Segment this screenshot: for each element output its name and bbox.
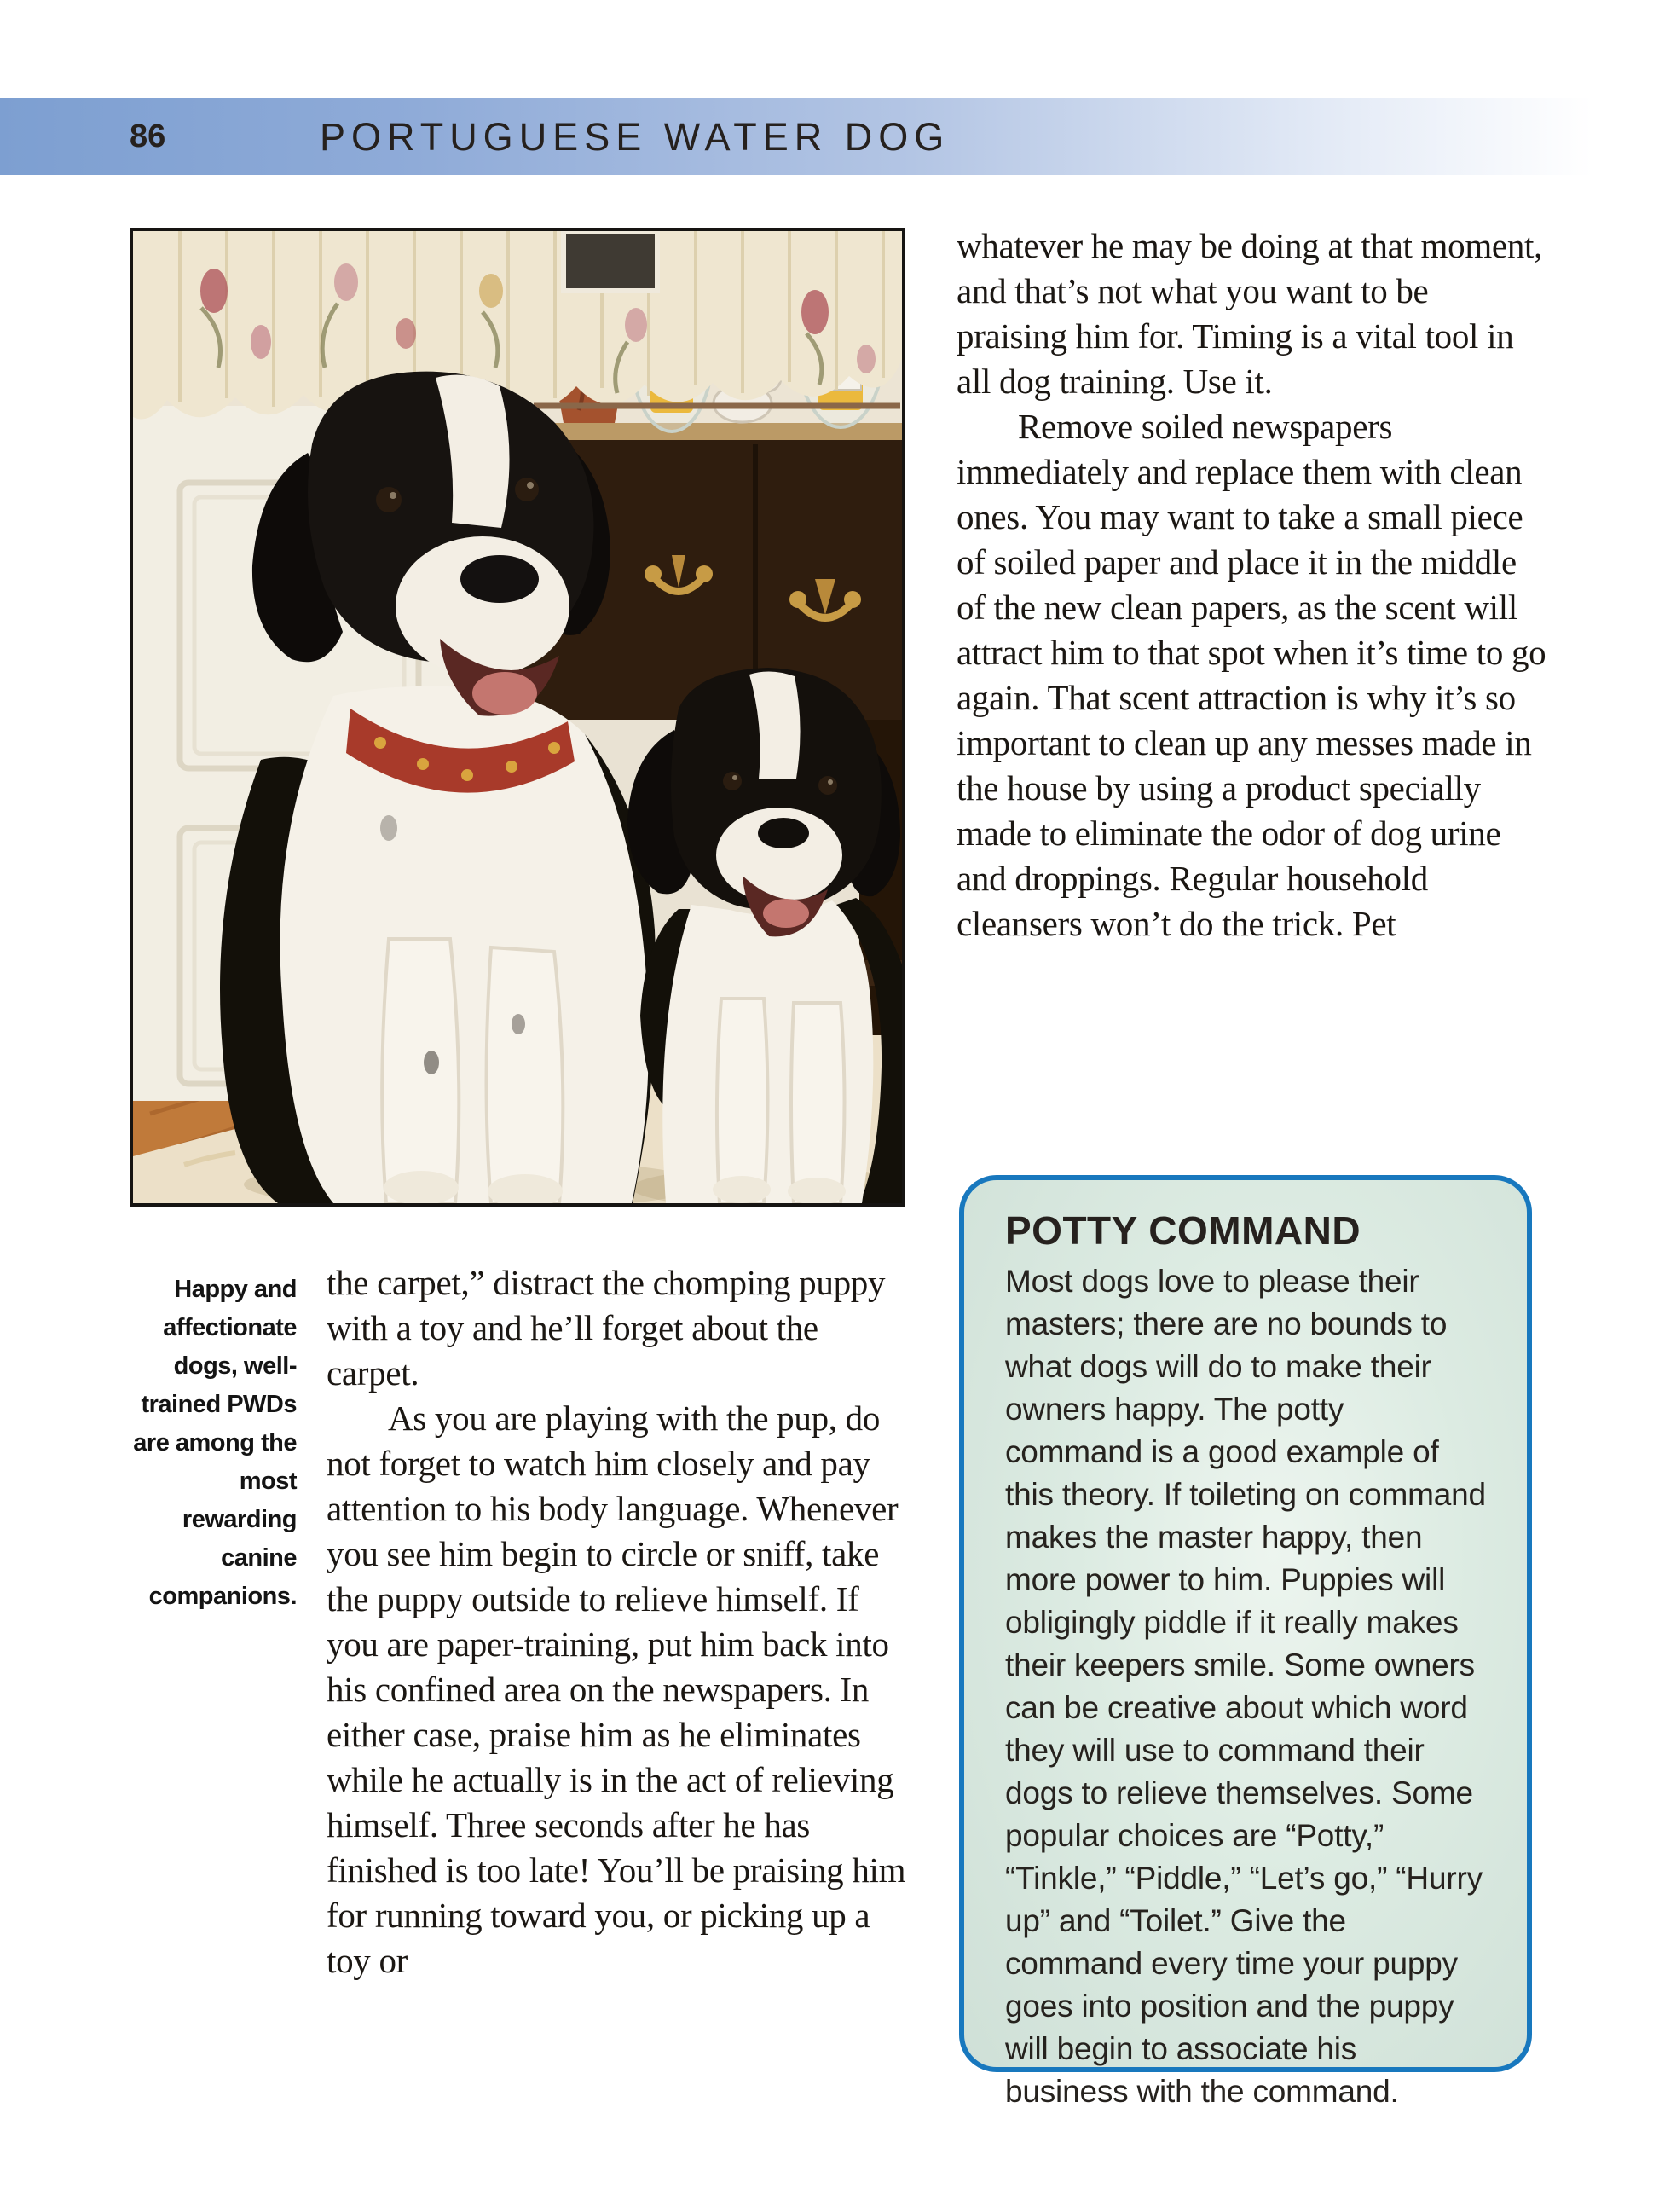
potty-command-sidebar [959,1175,1532,2109]
dogs-photo [130,228,905,1207]
body-paragraph: the carpet,” distract the chomping puppy with a toy and he’ll forget about the carpet. [327,1263,886,1393]
right-text-column [957,223,1546,947]
body-paragraph: Remove soiled newspapers immediately and replace them with clean ones. You may want to take a small piece of soiled paper and place it in the middle of the new clean papers, as the scent will attract him to that spot when it’s time to go again. That scent attraction is why it’s so important to clean up any messes made in the house by using a product specially made to eliminate the odor of dog urine and droppings. Regular household cleansers won’t do the trick. Pet [957,407,1546,943]
body-paragraph: As you are playing with the pup, do not forget to watch him closely and pay attention to his body language. Whenever you see him begin to circle or sniff, take the puppy outside to relieve himself. If you are paper-training, put him back into his confined area on the newspapers. In either case, praise him as he eliminates while he actually is in the act of relieving himself. Three seconds after he has finished is too late! You’ll be praising him for running toward you, or picking up a toy or [327,1398,906,1980]
small-dog [627,668,902,1203]
page-number: 86 [130,119,166,154]
window-pane [564,231,657,291]
sidebar-title: POTTY COMMAND [1005,1208,1361,1253]
dogs-photo-illustration [133,231,902,1203]
middle-text-column [327,1260,908,1983]
large-dog [220,372,656,1203]
sidebar-body: Most dogs love to please their masters; there are no bounds to what dogs will do to make their owners happy. The potty command is a good example of this theory. If toileting on command makes the master happy, then more power to him. Puppies will obligingly piddle if it really makes their keepers smile. Some owners can be creative about which word they will use to command their dogs to relieve themselves. Some popular choices are “Potty,” “Tinkle,” “Piddle,” “Let’s go,” “Hurry up” and “Toilet.” Give the command every time your puppy goes into position and the puppy will begin to associate his business with the command. [1005,1264,1486,2109]
header-bar [0,98,1659,175]
body-paragraph: whatever he may be doing at that moment, and that’s not what you want to be praising him for. Timing is a vital tool in all dog training. Use it. [957,226,1543,401]
photo-caption: Happy and affectionate dogs, well-trained PWDs are among the most rewarding canine companions. [133,1276,297,1610]
page-title: PORTUGUESE WATER DOG [320,115,951,159]
